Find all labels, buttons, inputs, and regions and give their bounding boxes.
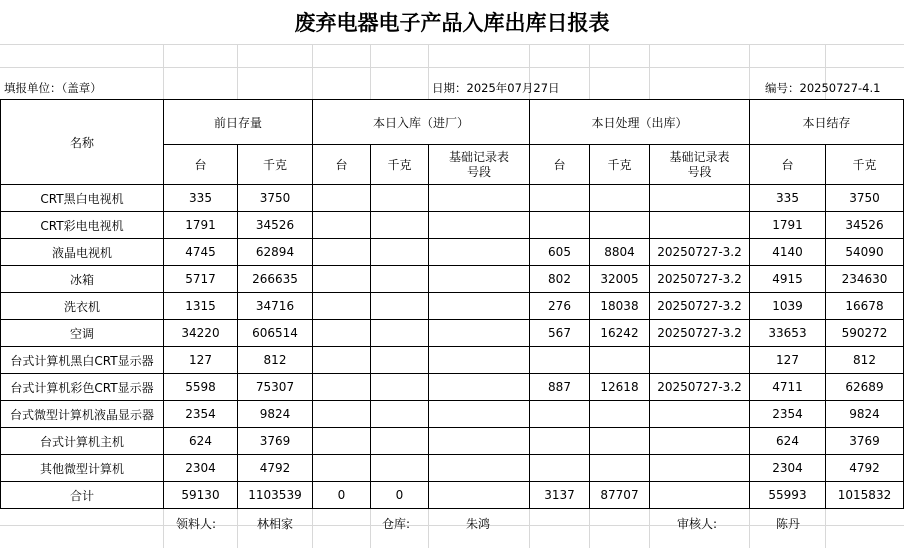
cell-in-rec [429, 320, 530, 347]
cell-out-count: 802 [530, 266, 590, 293]
cell-out-kg [590, 212, 650, 239]
cell-name: 液晶电视机 [1, 239, 164, 266]
cell-prev-kg: 3769 [238, 428, 313, 455]
header-unit-kg: 千克 [238, 145, 313, 185]
cell-out-rec [650, 185, 750, 212]
cell-out-kg: 16242 [590, 320, 650, 347]
header-record-no: 基础记录表号段 [429, 145, 530, 185]
cell-out-kg [590, 185, 650, 212]
cell-prev-count: 2354 [164, 401, 238, 428]
cell-end-count: 2354 [750, 401, 826, 428]
cell-end-count: 624 [750, 428, 826, 455]
cell-name: CRT彩电电视机 [1, 212, 164, 239]
table-row [1, 212, 904, 239]
cell-prev-count: 59130 [164, 482, 238, 509]
header-processed: 本日处理（出库） [530, 100, 750, 145]
cell-prev-count: 5717 [164, 266, 238, 293]
cell-in-rec [429, 266, 530, 293]
cell-out-rec [650, 428, 750, 455]
cell-prev-count: 1315 [164, 293, 238, 320]
report-title: 废弃电器电子产品入库出库日报表 [294, 10, 610, 35]
cell-prev-count: 5598 [164, 374, 238, 401]
cell-out-kg [590, 401, 650, 428]
cell-end-kg: 62689 [826, 374, 904, 401]
cell-in-rec [429, 482, 530, 509]
table-row [1, 455, 904, 482]
cell-in-rec [429, 374, 530, 401]
cell-in-rec [429, 401, 530, 428]
cell-in-rec [429, 428, 530, 455]
table-row [1, 347, 904, 374]
cell-out-count [530, 455, 590, 482]
header-unit-count: 台 [750, 145, 826, 185]
cell-in-rec [429, 212, 530, 239]
cell-prev-kg: 812 [238, 347, 313, 374]
cell-prev-count: 2304 [164, 455, 238, 482]
cell-in-kg [371, 266, 429, 293]
cell-prev-count: 624 [164, 428, 238, 455]
reviewer-name: 陈丹 [776, 517, 801, 531]
cell-in-count [313, 239, 371, 266]
cell-out-count [530, 212, 590, 239]
table-row [1, 266, 904, 293]
cell-prev-count: 4745 [164, 239, 238, 266]
header-inbound: 本日入库（进厂） [313, 100, 530, 145]
header-prev-stock: 前日存量 [164, 100, 313, 145]
header-unit-count: 台 [164, 145, 238, 185]
header-unit-kg: 千克 [590, 145, 650, 185]
cell-in-kg [371, 374, 429, 401]
cell-end-kg: 9824 [826, 401, 904, 428]
cell-in-count: 0 [313, 482, 371, 509]
cell-out-kg: 18038 [590, 293, 650, 320]
cell-prev-kg: 606514 [238, 320, 313, 347]
cell-in-rec [429, 185, 530, 212]
cell-end-count: 55993 [750, 482, 826, 509]
header-name: 名称 [1, 100, 164, 185]
cell-prev-kg: 9824 [238, 401, 313, 428]
cell-in-rec [429, 293, 530, 320]
cell-out-rec [650, 482, 750, 509]
cell-in-kg [371, 347, 429, 374]
cell-out-kg: 8804 [590, 239, 650, 266]
cell-out-rec: 20250727-3.2 [650, 266, 750, 293]
cell-prev-count: 335 [164, 185, 238, 212]
cell-in-count [313, 185, 371, 212]
cell-in-kg [371, 239, 429, 266]
cell-out-rec: 20250727-3.2 [650, 374, 750, 401]
cell-prev-kg: 34716 [238, 293, 313, 320]
cell-end-kg: 234630 [826, 266, 904, 293]
cell-name: 台式计算机黑白CRT显示器 [1, 347, 164, 374]
cell-end-kg: 16678 [826, 293, 904, 320]
cell-prev-count: 1791 [164, 212, 238, 239]
header-row-1 [1, 100, 904, 145]
cell-in-kg: 0 [371, 482, 429, 509]
cell-out-rec [650, 455, 750, 482]
table-row [1, 185, 904, 212]
cell-in-kg [371, 401, 429, 428]
cell-prev-kg: 34526 [238, 212, 313, 239]
cell-name: 冰箱 [1, 266, 164, 293]
cell-end-kg: 34526 [826, 212, 904, 239]
cell-end-kg: 1015832 [826, 482, 904, 509]
cell-prev-count: 34220 [164, 320, 238, 347]
cell-out-kg: 32005 [590, 266, 650, 293]
cell-prev-kg: 1103539 [238, 482, 313, 509]
cell-in-count [313, 347, 371, 374]
cell-prev-kg: 62894 [238, 239, 313, 266]
header-unit-kg: 千克 [371, 145, 429, 185]
cell-end-kg: 812 [826, 347, 904, 374]
cell-in-count [313, 320, 371, 347]
cell-out-count [530, 401, 590, 428]
cell-in-rec [429, 239, 530, 266]
cell-out-count [530, 185, 590, 212]
cell-in-rec [429, 455, 530, 482]
cell-out-rec [650, 347, 750, 374]
cell-end-count: 4915 [750, 266, 826, 293]
report-date: 日期：2025年07月27日 [432, 81, 560, 95]
cell-out-count: 605 [530, 239, 590, 266]
cell-in-rec [429, 347, 530, 374]
cell-end-count: 4711 [750, 374, 826, 401]
cell-out-kg [590, 347, 650, 374]
cell-in-kg [371, 320, 429, 347]
cell-out-count: 887 [530, 374, 590, 401]
warehouse-label: 仓库: [382, 517, 411, 531]
cell-name: 台式微型计算机液晶显示器 [1, 401, 164, 428]
cell-end-kg: 3750 [826, 185, 904, 212]
header-closing: 本日结存 [750, 100, 904, 145]
cell-prev-kg: 4792 [238, 455, 313, 482]
cell-in-count [313, 455, 371, 482]
total-row [1, 482, 904, 509]
cell-end-count: 4140 [750, 239, 826, 266]
cell-name: CRT黑白电视机 [1, 185, 164, 212]
report-table [0, 99, 904, 509]
cell-out-rec: 20250727-3.2 [650, 320, 750, 347]
cell-out-rec: 20250727-3.2 [650, 293, 750, 320]
report-serial: 编号：20250727-4.1 [765, 81, 881, 95]
cell-end-kg: 3769 [826, 428, 904, 455]
header-unit-count: 台 [530, 145, 590, 185]
cell-out-kg [590, 428, 650, 455]
cell-name: 空调 [1, 320, 164, 347]
receiver-label: 领料人: [176, 517, 217, 531]
table-row [1, 428, 904, 455]
table-row [1, 374, 904, 401]
cell-in-count [313, 266, 371, 293]
reviewer-label: 审核人: [677, 517, 718, 531]
cell-end-count: 2304 [750, 455, 826, 482]
receiver-name: 林相家 [257, 517, 294, 531]
cell-prev-kg: 3750 [238, 185, 313, 212]
cell-in-count [313, 428, 371, 455]
header-record-no: 基础记录表号段 [650, 145, 750, 185]
cell-out-count: 3137 [530, 482, 590, 509]
table-row [1, 293, 904, 320]
cell-out-count [530, 347, 590, 374]
cell-in-count [313, 212, 371, 239]
cell-out-count: 276 [530, 293, 590, 320]
cell-in-count [313, 293, 371, 320]
cell-end-count: 127 [750, 347, 826, 374]
cell-end-count: 33653 [750, 320, 826, 347]
cell-out-kg: 87707 [590, 482, 650, 509]
cell-name: 台式计算机主机 [1, 428, 164, 455]
cell-end-kg: 590272 [826, 320, 904, 347]
cell-end-count: 1791 [750, 212, 826, 239]
table-row [1, 239, 904, 266]
cell-prev-kg: 75307 [238, 374, 313, 401]
cell-out-rec [650, 212, 750, 239]
header-unit-kg: 千克 [826, 145, 904, 185]
cell-out-rec [650, 401, 750, 428]
table-row [1, 401, 904, 428]
cell-out-kg [590, 455, 650, 482]
warehouse-name: 朱鸿 [466, 517, 491, 531]
cell-in-count [313, 401, 371, 428]
cell-name: 其他微型计算机 [1, 455, 164, 482]
cell-name: 洗衣机 [1, 293, 164, 320]
cell-in-kg [371, 212, 429, 239]
cell-prev-kg: 266635 [238, 266, 313, 293]
cell-in-count [313, 374, 371, 401]
cell-out-count [530, 428, 590, 455]
reporting-unit: 填报单位：（盖章） [4, 81, 102, 95]
header-unit-count: 台 [313, 145, 371, 185]
cell-end-count: 335 [750, 185, 826, 212]
cell-out-rec: 20250727-3.2 [650, 239, 750, 266]
cell-in-kg [371, 293, 429, 320]
cell-in-kg [371, 428, 429, 455]
cell-in-kg [371, 455, 429, 482]
cell-name: 台式计算机彩色CRT显示器 [1, 374, 164, 401]
cell-out-count: 567 [530, 320, 590, 347]
cell-name: 合计 [1, 482, 164, 509]
cell-end-kg: 4792 [826, 455, 904, 482]
cell-prev-count: 127 [164, 347, 238, 374]
cell-end-kg: 54090 [826, 239, 904, 266]
cell-in-kg [371, 185, 429, 212]
cell-out-kg: 12618 [590, 374, 650, 401]
cell-end-count: 1039 [750, 293, 826, 320]
table-row [1, 320, 904, 347]
